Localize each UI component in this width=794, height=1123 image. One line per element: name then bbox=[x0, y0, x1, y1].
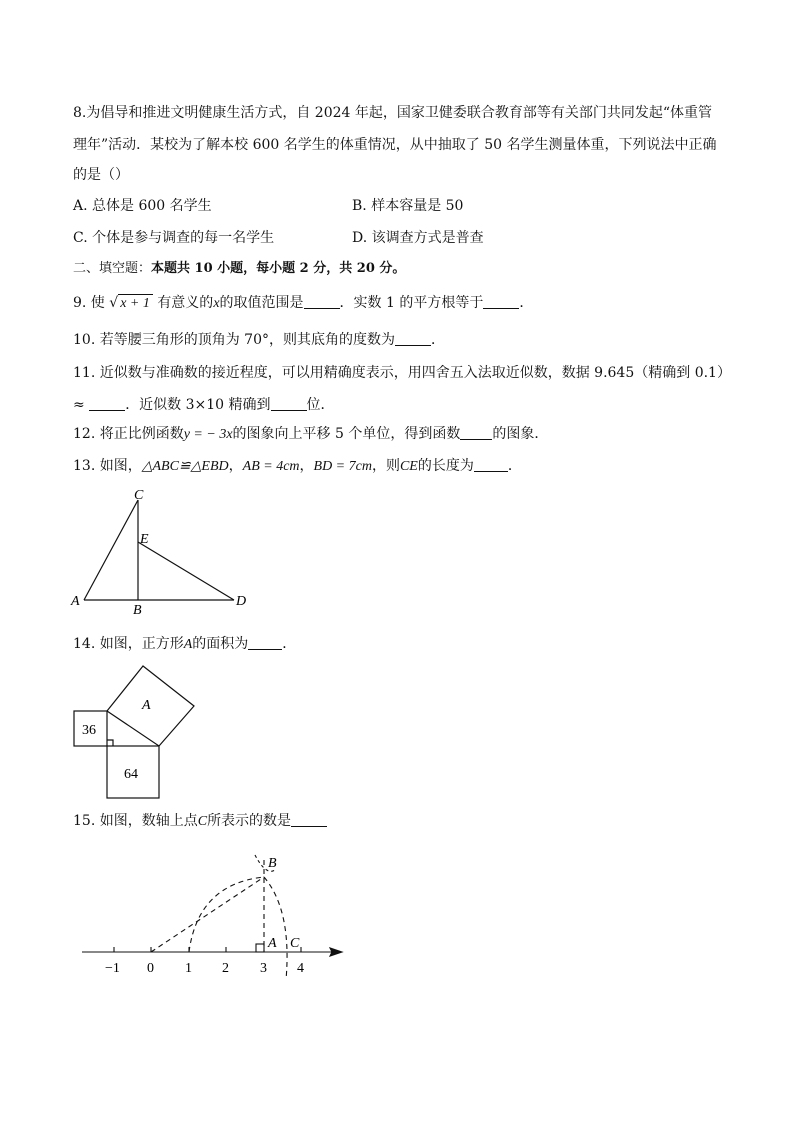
q15-pre: 15. 如图，数轴上点 bbox=[73, 813, 198, 829]
label-square-36: 36 bbox=[82, 723, 96, 738]
q15-var: C bbox=[197, 814, 208, 829]
q8-option-d: D. 该调查方式是普查 bbox=[352, 230, 484, 246]
answer-blank[interactable] bbox=[395, 332, 431, 346]
label-square-a: A bbox=[142, 698, 151, 713]
label-square-64: 64 bbox=[124, 767, 138, 782]
q14-mid: 的面积为 bbox=[192, 636, 249, 652]
label-d: D bbox=[236, 594, 247, 609]
q13-congruence: △ABC≌△EBD bbox=[141, 459, 229, 474]
segment-ac bbox=[84, 500, 138, 600]
sqrt-expression: √ x + 1 bbox=[109, 294, 153, 313]
q14-line bbox=[73, 635, 296, 654]
answer-blank[interactable] bbox=[304, 295, 340, 309]
answer-blank[interactable] bbox=[483, 295, 519, 309]
q14-pre: 14. 如图，正方形 bbox=[73, 636, 184, 652]
q10-line bbox=[73, 331, 445, 349]
tick-label: 2 bbox=[222, 961, 229, 976]
label-c: C bbox=[290, 936, 300, 951]
answer-blank[interactable] bbox=[460, 426, 492, 440]
q9-end: ． bbox=[519, 295, 534, 311]
tick-label: −1 bbox=[105, 961, 120, 976]
label-b: B bbox=[133, 603, 142, 616]
label-a: A bbox=[268, 936, 277, 951]
q15-mid: 所表示的数是 bbox=[207, 813, 292, 829]
answer-blank[interactable] bbox=[291, 813, 327, 827]
q9-line bbox=[73, 294, 533, 313]
q13-pre: 13. 如图， bbox=[73, 458, 142, 474]
q14-end: ． bbox=[282, 636, 297, 652]
q13-ab: AB = 4cm bbox=[242, 459, 300, 474]
squares-figure bbox=[68, 660, 208, 820]
q12-func: y = − 3x bbox=[183, 427, 233, 442]
q11-end: 位． bbox=[306, 397, 335, 413]
dashed-arc-2 bbox=[264, 877, 287, 980]
q14-var: A bbox=[183, 637, 193, 652]
q12-line bbox=[73, 425, 548, 444]
number-line-figure bbox=[74, 850, 354, 985]
segment-ed bbox=[138, 542, 234, 600]
dashed-arc-1 bbox=[189, 877, 264, 952]
q8-option-b: B. 样本容量是 50 bbox=[352, 198, 464, 214]
tick-label: 1 bbox=[185, 961, 192, 976]
triangle-figure bbox=[68, 486, 268, 616]
answer-blank[interactable] bbox=[89, 397, 125, 411]
right-angle-mark bbox=[107, 740, 113, 746]
dashed-ob bbox=[151, 877, 264, 952]
q12-end: 的图象． bbox=[492, 426, 549, 442]
q8-line1: 8.为倡导和推进文明健康生活方式，自 2024 年起，国家卫健委联合教育部等有关部门共同发起“体重管 bbox=[73, 105, 713, 121]
axis-arrow bbox=[330, 948, 342, 956]
q13-period: ． bbox=[507, 458, 522, 474]
q9-pre: 9. 使 bbox=[73, 295, 105, 311]
label-a: A bbox=[71, 594, 80, 609]
section-prefix: 二、填空题： bbox=[73, 261, 152, 276]
label-e: E bbox=[140, 532, 149, 547]
q13-end: 的长度为 bbox=[417, 458, 474, 474]
q9-mid2: 的取值范围是 bbox=[219, 295, 304, 311]
tick-label: 4 bbox=[297, 961, 304, 976]
q9-mid3: ．实数 1 的平方根等于 bbox=[339, 295, 484, 311]
q12-mid: 的图象向上平移 5 个单位，得到函数 bbox=[232, 426, 461, 442]
q10-pre: 10. 若等腰三角形的顶角为 70°，则其底角的度数为 bbox=[73, 332, 395, 348]
answer-blank[interactable] bbox=[248, 636, 282, 650]
q11-line2 bbox=[73, 396, 335, 414]
q8-option-c: C. 个体是参与调查的每一名学生 bbox=[73, 230, 275, 246]
q9-var: x bbox=[213, 296, 220, 311]
q13-line: 13. 如图，△ABC≌△EBD，AB = 4cm，BD = 7cm，则CE的长度为 ． bbox=[73, 458, 522, 474]
q13-bd: BD = 7cm bbox=[313, 459, 372, 474]
right-angle-mark bbox=[256, 944, 264, 952]
q8-line2: 理年”活动．某校为了解本校 600 名学生的体重情况，从中抽取了 50 名学生测量体重，下列说法中正确 bbox=[73, 137, 717, 153]
q11-approx: ≈ bbox=[73, 397, 85, 413]
tick-label: 3 bbox=[260, 961, 267, 976]
q15-line bbox=[73, 812, 327, 831]
tick-label: 0 bbox=[147, 961, 154, 976]
answer-blank[interactable] bbox=[271, 397, 307, 411]
q8-line3: 的是（） bbox=[73, 167, 129, 183]
q10-end: ． bbox=[430, 332, 445, 348]
q12-pre: 12. 将正比例函数 bbox=[73, 426, 184, 442]
sqrt-radicand: x + 1 bbox=[118, 294, 153, 313]
q11-line1: 11. 近似数与准确数的接近程度，可以用精确度表示，用四舍五入法取近似数，数据 9.645（精确到 0.1） bbox=[73, 365, 731, 381]
q13-ce: CE bbox=[399, 459, 418, 474]
q9-mid1: 有意义的 bbox=[157, 295, 214, 311]
section-desc: 本题共 10 小题，每小题 2 分，共 20 分。 bbox=[151, 261, 406, 276]
q11-mid: ．近似数 3×10 精确到 bbox=[125, 397, 271, 413]
section-heading bbox=[73, 260, 405, 278]
label-b: B bbox=[268, 856, 277, 871]
answer-blank[interactable] bbox=[474, 458, 508, 472]
label-c: C bbox=[134, 488, 144, 503]
q13-mid: ，则 bbox=[371, 458, 400, 474]
q8-option-a: A. 总体是 600 名学生 bbox=[73, 198, 212, 214]
